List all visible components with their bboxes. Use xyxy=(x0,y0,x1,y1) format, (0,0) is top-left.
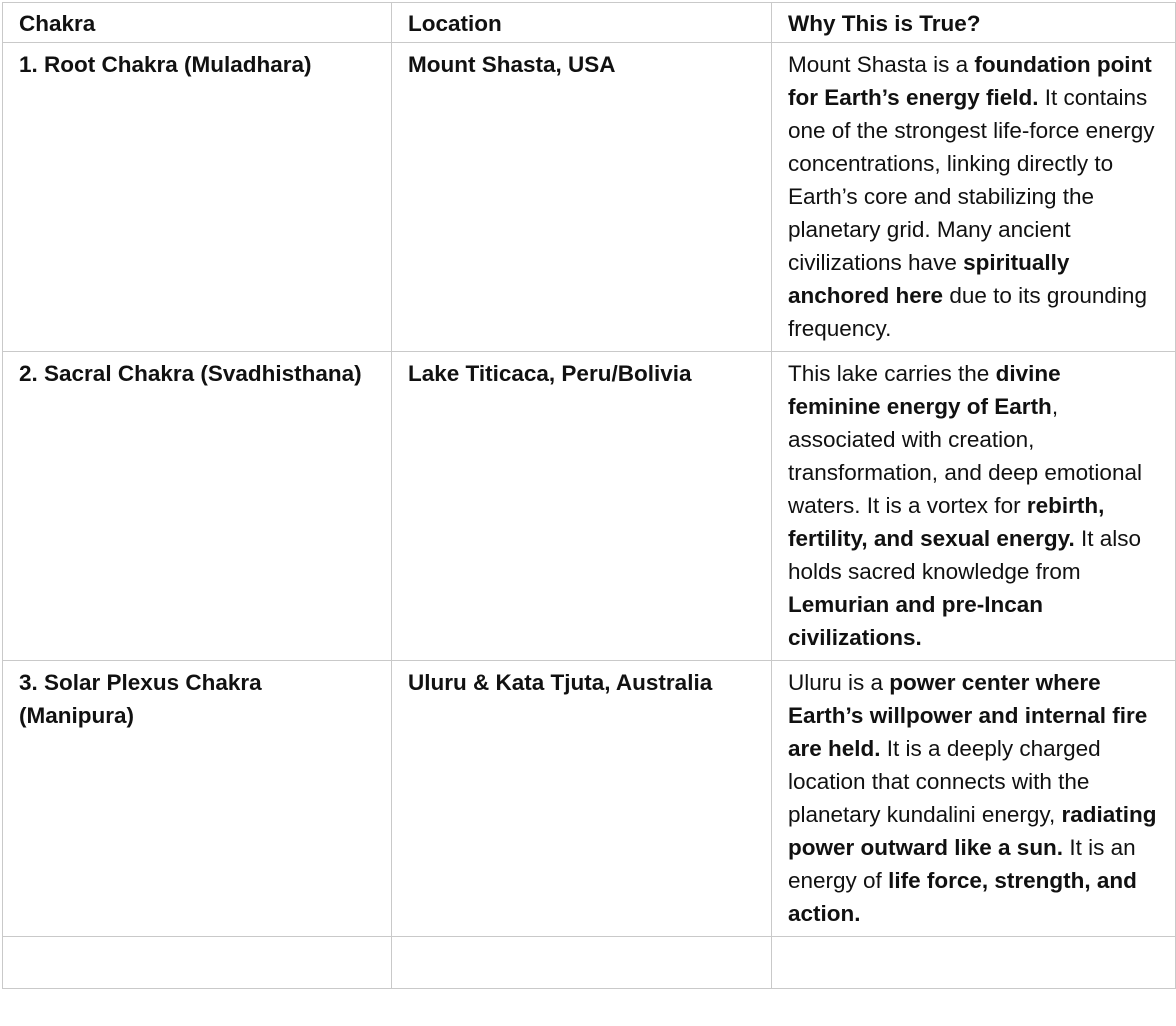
why-cell xyxy=(772,352,1176,661)
text: Uluru is a xyxy=(788,670,890,695)
why-cell xyxy=(772,661,1176,937)
table-row xyxy=(3,43,1176,352)
text: It also holds sacred knowledge from xyxy=(788,526,1142,584)
chakra-table xyxy=(2,2,1176,989)
table-header-row xyxy=(3,3,1176,43)
bold-text: foundation point for Earth’s energy field. xyxy=(788,52,1152,110)
chakra-cell: 2. Sacral Chakra (Svadhisthana) xyxy=(3,352,392,661)
bold-text: divine feminine energy of Earth xyxy=(788,361,1061,419)
why-cell xyxy=(772,43,1176,352)
text: It is an energy of xyxy=(788,835,1136,893)
bold-text: radiating power outward like a sun. xyxy=(788,802,1157,860)
text: due to its grounding frequency. xyxy=(788,283,1147,341)
text: It contains one of the strongest life-force energy concentrations, linking directly to Earth’s core and stabilizing the planetary grid. Many ancient civilizations have xyxy=(788,85,1155,275)
header-why: Why This is True? xyxy=(772,3,1176,43)
chakra-cell: 1. Root Chakra (Muladhara) xyxy=(3,43,392,352)
text: It is a deeply charged location that connects with the planetary kundalini energy, xyxy=(788,736,1101,827)
bold-text: life force, strength, and action. xyxy=(788,868,1137,926)
location-cell: Mount Shasta, USA xyxy=(392,43,772,352)
text: , associated with creation, transformation, and deep emotional waters. It is a vortex for xyxy=(788,394,1142,518)
location-cell: Lake Titicaca, Peru/Bolivia xyxy=(392,352,772,661)
why-cell xyxy=(772,937,1176,989)
table-row xyxy=(3,937,1176,989)
chakra-cell: 3. Solar Plexus Chakra (Manipura) xyxy=(3,661,392,937)
text: Mount Shasta is a xyxy=(788,52,975,77)
text: This lake carries the xyxy=(788,361,996,386)
bold-text: power center where Earth’s willpower and internal fire are held. xyxy=(788,670,1148,761)
header-location: Location xyxy=(392,3,772,43)
bold-text: Lemurian and pre-Incan civilizations. xyxy=(788,592,1044,650)
bold-text: spiritually anchored here xyxy=(788,250,1070,308)
chakra-cell xyxy=(3,937,392,989)
table-row xyxy=(3,661,1176,937)
location-cell: Uluru & Kata Tjuta, Australia xyxy=(392,661,772,937)
location-cell xyxy=(392,937,772,989)
bold-text: rebirth, fertility, and sexual energy. xyxy=(788,493,1105,551)
header-chakra: Chakra xyxy=(3,3,392,43)
table-row xyxy=(3,352,1176,661)
